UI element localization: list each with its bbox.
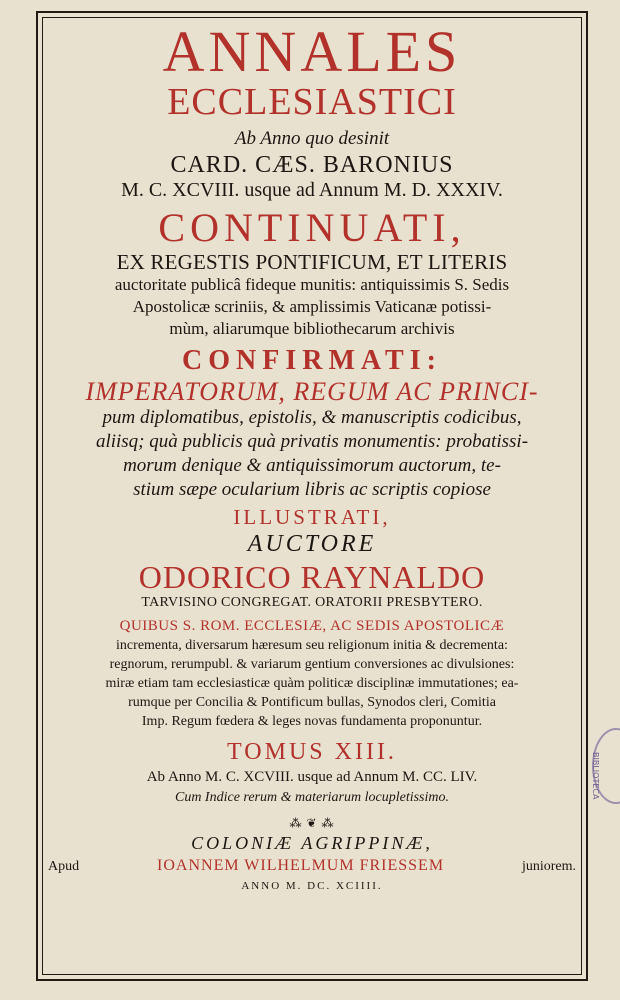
author-description: TARVISINO CONGREGAT. ORATORII PRESBYTERO. xyxy=(141,595,483,610)
confirmati-heading: CONFIRMATI: xyxy=(182,345,442,376)
confirmati-line-2: aliisq; quà publicis quà privatis monumentis: probatissi- xyxy=(95,431,529,452)
imprint-printer: IOANNEM WILHELMUM FRIESSEM xyxy=(157,857,445,874)
quibus-line-4: rumque per Concilia & Pontificum bullas, Synodos cleri, Comitia xyxy=(128,695,496,710)
baronius-line: CARD. CÆS. BARONIUS xyxy=(170,152,454,178)
confirmati-line-3: morum denique & antiquissimorum auctorum, te- xyxy=(123,455,501,476)
imprint-year: ANNO M. DC. XCIIII. xyxy=(241,880,383,892)
imprint-apud: Apud xyxy=(48,859,80,874)
tomus-heading: TOMUS XIII. xyxy=(227,739,397,765)
quibus-line-2: regnorum, rerumpubl. & variarum gentium conversiones ac divulsiones: xyxy=(109,657,515,672)
quibus-line-5: Imp. Regum fœdera & leges novas fundamenta proponuntur. xyxy=(141,714,483,729)
title-page xyxy=(44,18,580,973)
ab-anno-text: Ab Anno quo desinit xyxy=(234,128,390,149)
volume-range: Ab Anno M. C. XCVIII. usque ad Annum M. CC. LIV. xyxy=(146,769,478,785)
continuati-line-4: mùm, aliarumque bibliothecarum archivis xyxy=(169,319,455,338)
imperatorum-line: IMPERATORUM, REGUM AC PRINCI- xyxy=(85,377,539,406)
author-name: ODORICO RAYNALDO xyxy=(138,559,486,595)
confirmati-line-1: pum diplomatibus, epistolis, & manuscriptis codicibus, xyxy=(102,407,522,428)
quibus-heading: QUIBUS S. ROM. ECCLESIÆ, AC SEDIS APOSTOLICÆ xyxy=(119,618,505,634)
continuati-heading: CONTINUATI, xyxy=(158,205,466,250)
continuati-line-2: auctoritate publicâ fideque munitis: antiquissimis S. Sedis xyxy=(114,275,510,294)
quibus-line-3: miræ etiam tam ecclesiasticæ quàm politicæ disciplinæ immutationes; ea- xyxy=(105,676,519,691)
library-stamp-text: BIBLIOTECA xyxy=(591,752,600,800)
range-line: M. C. XCVIII. usque ad Annum M. D. XXXIV. xyxy=(121,179,503,201)
title-ecclesiastici: ECCLESIASTICI xyxy=(167,81,457,123)
title-annales: ANNALES xyxy=(162,19,462,84)
imprint-place: COLONIÆ AGRIPPINÆ, xyxy=(191,833,433,853)
indice-line: Cum Indice rerum & materiarum locupletissimo. xyxy=(174,790,449,805)
printer-ornament-icon: ⁂ ❦ ⁂ xyxy=(289,816,335,830)
imprint-printer-row xyxy=(44,855,580,878)
confirmati-line-4: stium sæpe ocularium libris ac scriptis copiose xyxy=(133,479,491,500)
quibus-line-1: incrementa, diversarum hæresum seu religionum initia & decrementa: xyxy=(116,638,508,653)
illustrati-heading: ILLUSTRATI, xyxy=(233,505,391,529)
auctore-heading: AUCTORE xyxy=(247,531,377,557)
continuati-line-3: Apostolicæ scriniis, & amplissimis Vaticanæ potissi- xyxy=(132,297,492,316)
imprint-junior: juniorem. xyxy=(521,859,576,874)
continuati-line-1: EX REGESTIS PONTIFICUM, ET LITERIS xyxy=(116,250,508,274)
